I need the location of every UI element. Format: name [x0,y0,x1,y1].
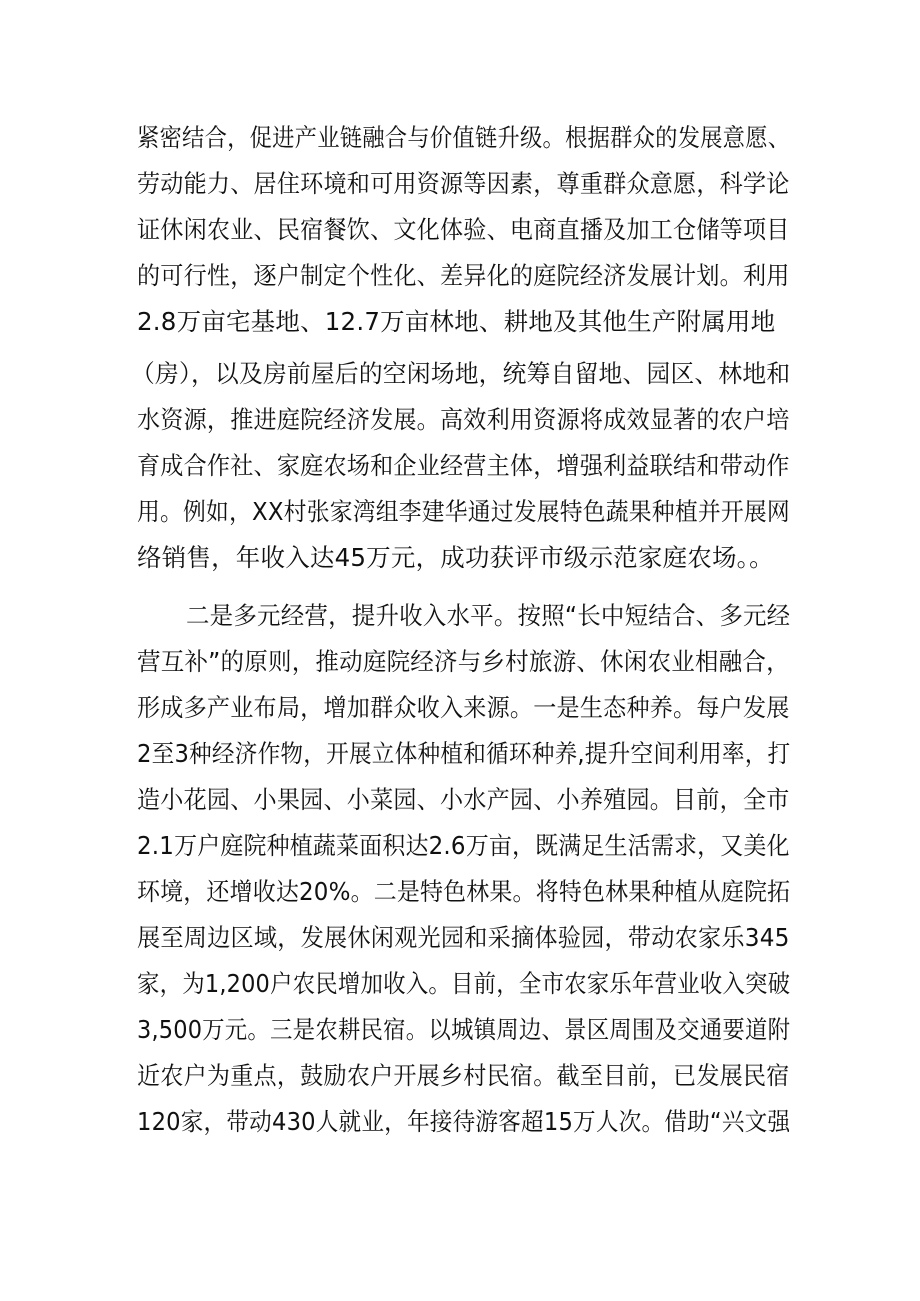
text-line: 2.1万户庭院种植蔬菜面积达2.6万亩，既满足生活需求，又美化 [137,831,790,860]
text-line: 2至3种经济作物，开展立体种植和循环种养,提升空间利用率，打 [137,739,791,768]
text-line: 络销售，年收入达45万元，成功获评市级示范家庭农场。。 [137,543,774,572]
text-line: 营互补”的原则，推动庭院经济与乡村旅游、休闲农业相融合， [137,647,790,676]
text-line: 形成多产业布局，增加群众收入来源。一是生态种养。每户发展 [137,693,790,722]
text-line: 证休闲农业、民宿餐饮、文化体验、电商直播及加工仓储等项目 [137,215,790,244]
text-line: 紧密结合，促进产业链融合与价值链升级。根据群众的发展意愿、 [137,123,791,152]
text-line: 劳动能力、居住环境和可用资源等因素，尊重群众意愿，科学论 [137,169,790,198]
text-line: 3,500万元。三是农耕民宿。以城镇周边、景区周围及交通要道附 [137,1015,791,1044]
text-line: 育成合作社、家庭农场和企业经营主体，增强利益联结和带动作 [137,451,790,480]
text-line: 造小花园、小果园、小菜园、小水产园、小养殖园。目前，全市 [137,785,790,814]
text-line: 展至周边区域，发展休闲观光园和采摘体验园，带动农家乐345 [137,923,790,952]
text-line: 环境，还增收达20%。二是特色林果。将特色林果种植从庭院拓 [137,877,791,906]
text-line: 用。例如，XX村张家湾组李建华通过发展特色蔬果种植并开展网 [137,497,790,526]
text-line: 水资源，推进庭院经济发展。高效利用资源将成效显著的农户培 [137,405,790,434]
text-line: 家，为1,200户农民增加收入。目前，全市农家乐年营业收入突破 [137,969,791,998]
text-line: 近农户为重点，鼓励农户开展乡村民宿。截至目前，已发展民宿 [137,1061,790,1090]
text-line: 120家，带动430人就业，年接待游客超15万人次。借助“兴文强 [137,1107,791,1136]
text-line: （房），以及房前屋后的空闲场地，统筹自留地、园区、林地和 [131,359,791,388]
text-line: 2.8万亩宅基地、12.7万亩林地、耕地及其他生产附属用地 [137,307,776,336]
paragraph-first-line: 二是多元经营，提升收入水平。按照“长中短结合、多元经 [186,601,791,630]
text-line: 的可行性，逐户制定个性化、差异化的庭院经济发展计划。利用 [137,261,790,290]
